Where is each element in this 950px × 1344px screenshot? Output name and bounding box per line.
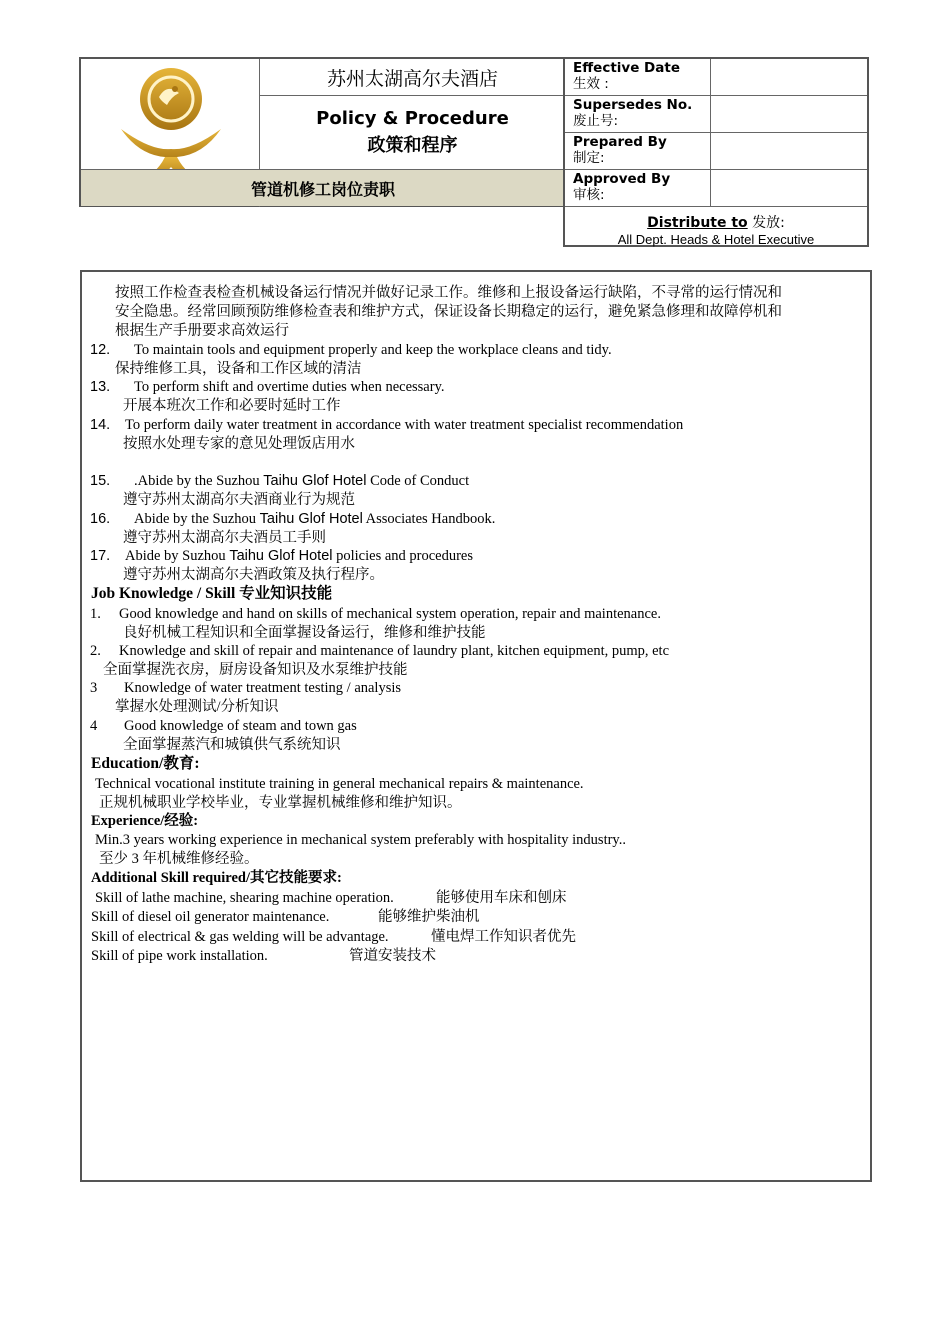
duty-14-en: To perform daily water treatment in accordance with water treatment specialist recommendation <box>125 417 684 433</box>
effective-date-row <box>565 59 867 96</box>
experience-heading: Experience/经验: <box>91 813 199 829</box>
job-title: 管道机修工岗位责职 <box>81 169 565 206</box>
hotel-name: 苏州太湖高尔夫酒店 <box>260 59 565 96</box>
supersedes-row <box>565 96 867 133</box>
knowledge-1-en: Good knowledge and hand on skills of mechanical system operation, repair and maintenance. <box>119 606 661 622</box>
duty-13-en: To perform shift and overtime duties when necessary. <box>134 379 445 395</box>
skill-2-zh: 能够维护柴油机 <box>378 909 480 925</box>
duty-intro-line-3: 根据生产手册要求高效运行 <box>115 323 289 339</box>
approved-by-label-zh: 审核: <box>573 187 605 203</box>
knowledge-4-zh: 全面掌握蒸汽和城镇供气系统知识 <box>123 737 341 753</box>
duty-16-en: Abide by the Suzhou Taihu Glof Hotel Associates Handbook. <box>134 511 496 527</box>
header-left-block <box>79 57 564 207</box>
knowledge-3-number: 3 <box>90 680 98 696</box>
duty-15-en: .Abide by the Suzhou Taihu Glof Hotel Code of Conduct <box>134 473 470 489</box>
distribute-label-zh: 发放: <box>752 215 785 231</box>
effective-date-label: Effective Date <box>573 60 680 76</box>
supersedes-label: Supersedes No. <box>573 97 693 113</box>
skill-1-en: Skill of lathe machine, shearing machine operation. <box>95 890 394 906</box>
distribution <box>565 207 867 245</box>
knowledge-1-zh: 良好机械工程知识和全面掌握设备运行，维修和维护技能 <box>123 625 486 641</box>
knowledge-2-number: 2. <box>90 643 101 659</box>
duty-17-zh: 遵守苏州太湖高尔夫酒政策及执行程序。 <box>123 567 384 583</box>
duty-14-number: 14. <box>90 417 111 433</box>
education-zh: 正规机械职业学校毕业，专业掌握机械维修和维护知识。 <box>99 795 462 811</box>
knowledge-2-zh: 全面掌握洗衣房，厨房设备知识及水泵维护技能 <box>103 662 408 678</box>
duty-12-zh: 保持维修工具，设备和工作区域的清洁 <box>115 361 362 377</box>
duty-17-number: 17. <box>90 548 111 564</box>
duty-15-number: 15. <box>90 473 111 489</box>
knowledge-4-en: Good knowledge of steam and town gas <box>124 718 357 734</box>
education-heading: Education/教育: <box>91 755 200 772</box>
approved-by-label: Approved By <box>573 171 671 187</box>
approved-by-row <box>565 170 867 207</box>
knowledge-3-en: Knowledge of water treatment testing / analysis <box>124 680 402 696</box>
experience-zh: 至少 3 年机械维修经验。 <box>99 851 259 867</box>
duty-12-en: To maintain tools and equipment properly and keep the workplace cleans and tidy. <box>134 342 612 358</box>
skill-1-zh: 能够使用车床和刨床 <box>436 890 567 906</box>
duty-15-zh: 遵守苏州太湖高尔夫酒商业行为规范 <box>123 492 355 508</box>
duty-13-zh: 开展本班次工作和必要时延时工作 <box>123 398 341 414</box>
duty-16-number: 16. <box>90 511 111 527</box>
duty-14-zh: 按照水处理专家的意见处理饭店用水 <box>123 436 355 452</box>
knowledge-4-number: 4 <box>90 718 98 734</box>
education-en: Technical vocational institute training in general mechanical repairs & maintenance. <box>95 776 584 792</box>
skill-3-zh: 懂电焊工作知识者优先 <box>431 929 576 945</box>
policy-title-en: Policy & Procedure <box>316 107 509 129</box>
knowledge-heading: Job Knowledge / Skill 专业知识技能 <box>91 585 333 602</box>
policy-title-zh: 政策和程序 <box>367 134 458 156</box>
skill-3-en: Skill of electrical & gas welding will be advantage. <box>91 929 389 945</box>
effective-date-label-zh: 生效 : <box>573 76 609 92</box>
supersedes-label-zh: 废止号: <box>573 113 619 129</box>
duty-17-en: Abide by Suzhou Taihu Glof Hotel policies and procedures <box>125 548 474 564</box>
policy-title <box>260 96 565 168</box>
duty-16-zh: 遵守苏州太湖高尔夫酒员工手则 <box>123 530 326 546</box>
distribute-label: Distribute to <box>647 215 748 231</box>
knowledge-2-en: Knowledge and skill of repair and maintenance of laundry plant, kitchen equipment, pump, etc <box>119 643 670 659</box>
skill-4-en: Skill of pipe work installation. <box>91 948 268 964</box>
knowledge-1-number: 1. <box>90 606 101 622</box>
skill-4-zh: 管道安装技术 <box>349 948 436 964</box>
prepared-by-row <box>565 133 867 170</box>
prepared-by-label: Prepared By <box>573 134 667 150</box>
duty-13-number: 13. <box>90 379 111 395</box>
additional-heading: Additional Skill required/其它技能要求: <box>91 870 342 886</box>
knowledge-3-zh: 掌握水处理测试/分析知识 <box>115 699 279 715</box>
experience-en: Min.3 years working experience in mechanical system preferably with hospitality industry.. <box>95 832 626 848</box>
document-info-table <box>563 57 869 247</box>
prepared-by-label-zh: 制定: <box>573 150 605 166</box>
duty-intro-line-1: 按照工作检查表检查机械设备运行情况并做好记录工作。维修和上报设备运行缺陷，不寻常的运行情况和 <box>115 285 782 301</box>
skill-2-en: Skill of diesel oil generator maintenance. <box>91 909 330 925</box>
duty-12-number: 12. <box>90 342 111 358</box>
distribute-to: All Dept. Heads & Hotel Executive <box>617 232 815 247</box>
duty-intro-line-2: 安全隐患。经常回顾预防维修检查表和维护方式，保证设备长期稳定的运行，避免紧急修理和故障停机和 <box>115 304 782 320</box>
